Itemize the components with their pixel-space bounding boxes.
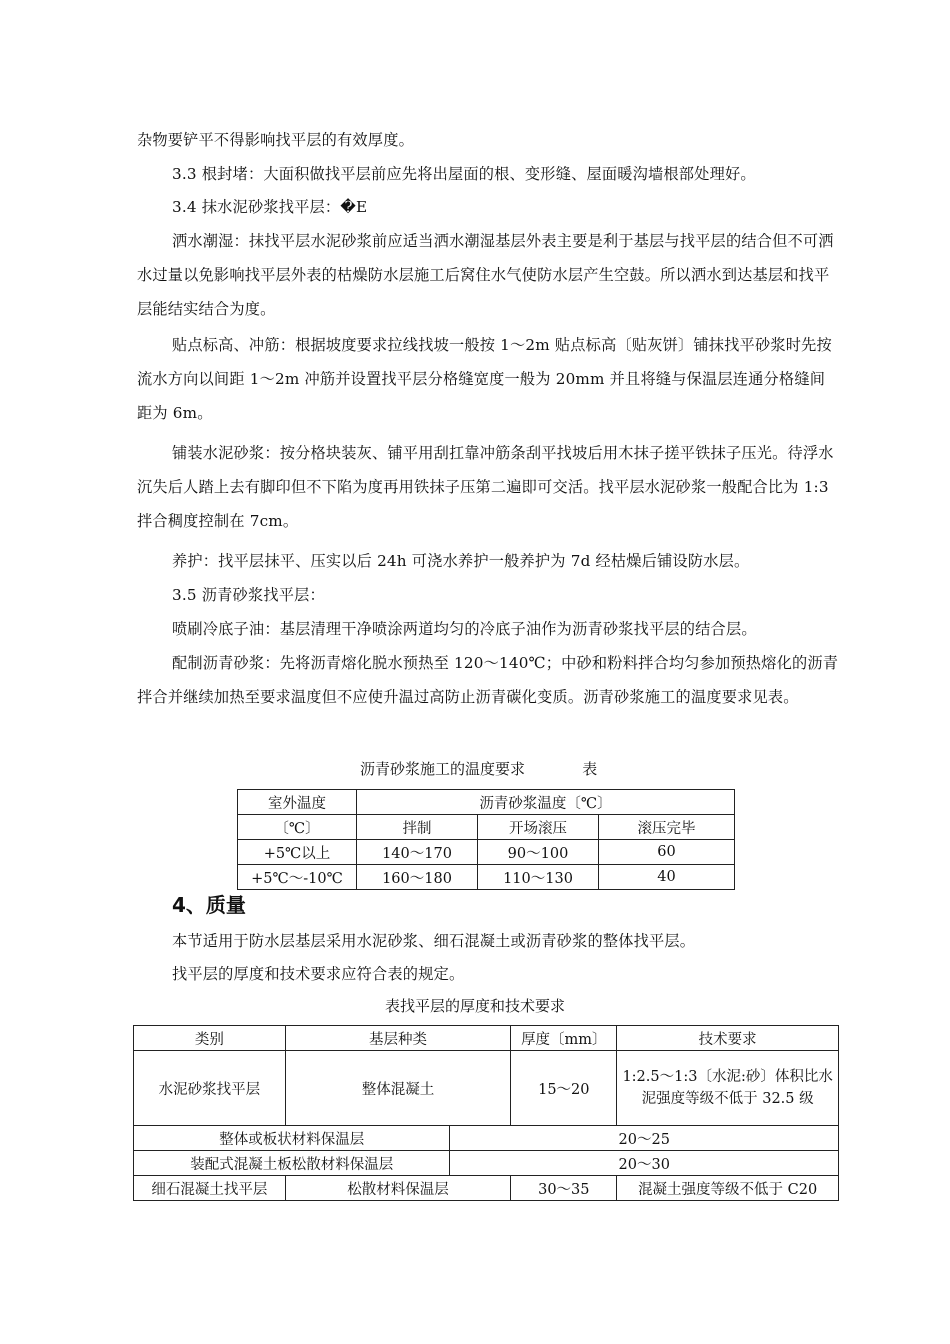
table1-caption: 沥青砂浆施工的温度要求 表 xyxy=(360,760,598,778)
table-cell: 110～130 xyxy=(478,865,599,890)
paragraph-3-4: 3.4 抹水泥砂浆找平层：�E xyxy=(172,198,368,216)
paragraph-asphalt-prep: 配制沥青砂浆：先将沥青熔化脱水预热至 120～140℃；中砂和粉料拌合均匀参加预热熔化的沥青拌合并继续加热至要求温度但不应使升温过高防止沥青碳化变质。沥青砂浆施工的温度要求见表。 xyxy=(137,654,839,706)
header-outdoor-unit: 〔℃〕 xyxy=(238,815,357,840)
paragraph-sprinkle: 洒水潮湿：抹找平层水泥砂浆前应适当洒水潮湿基层外表主要是利于基层与找平层的结合但不可洒水过量以免影响找平层外表的枯燥防水层施工后窝住水气使防水层产生空鼓。所以洒水到达基层和找平层能结实结合为度。 xyxy=(137,232,834,318)
section-heading-quality: 4、质量 xyxy=(172,893,246,917)
asphalt-temperature-table xyxy=(237,789,735,890)
table-cell: 15～20 xyxy=(511,1051,617,1126)
paragraph-scope: 本节适用于防水层基层采用水泥砂浆、细石混凝土或沥青砂浆的整体找平层。 xyxy=(172,932,696,950)
table-row xyxy=(134,1176,839,1201)
table-row xyxy=(134,1151,839,1176)
subheader-end-rolling: 滚压完毕 xyxy=(599,815,735,840)
subheader-start-rolling: 开场滚压 xyxy=(478,815,599,840)
paragraph-3-3: 3.3 根封堵：大面积做找平层前应先将出屋面的根、变形缝、屋面暖沟墙根部处理好。 xyxy=(172,165,756,183)
table-cell: 整体或板状材料保温层 xyxy=(134,1126,450,1151)
header-category: 类别 xyxy=(134,1026,286,1051)
paragraph-elevation: 贴点标高、冲筋：根据坡度要求拉线找坡一般按 1～2m 贴点标高〔贴灰饼〕铺抹找平砂浆时先按流水方向以间距 1～2m 冲筋并设置找平层分格缝宽度一般为 20mm 并且将缝与保温层连通分格缝间距为 6m。 xyxy=(137,336,832,422)
table-cell: 20～30 xyxy=(450,1151,839,1176)
table-cell: 松散材料保温层 xyxy=(285,1176,511,1201)
header-thickness: 厚度〔mm〕 xyxy=(511,1026,617,1051)
table-cell: +5℃以上 xyxy=(238,840,357,865)
table-row xyxy=(238,865,735,890)
table-row xyxy=(134,1051,839,1126)
paragraph-curing: 养护：找平层抹平、压实以后 24h 可浇水养护一般养护为 7d 经枯燥后铺设防水层。 xyxy=(172,552,750,570)
table-cell: 40 xyxy=(599,865,735,890)
table-cell: 细石混凝土找平层 xyxy=(134,1176,286,1201)
table-cell: 1:2.5～1:3〔水泥:砂〕体积比水泥强度等级不低于 32.5 级 xyxy=(617,1051,839,1126)
table-cell: 30～35 xyxy=(511,1176,617,1201)
table-cell: 水泥砂浆找平层 xyxy=(134,1051,286,1126)
table-row xyxy=(238,840,735,865)
paragraph-primer: 喷刷冷底子油：基层清理干净喷涂两道均匀的冷底子油作为沥青砂浆找平层的结合层。 xyxy=(172,620,757,638)
paragraph-requirement: 找平层的厚度和技术要求应符合表的规定。 xyxy=(172,965,465,983)
header-outdoor-temp: 室外温度 xyxy=(238,790,357,815)
subheader-mixing: 拌制 xyxy=(357,815,478,840)
header-asphalt-temp: 沥青砂浆温度〔℃〕 xyxy=(357,790,735,815)
table-cell: 整体混凝土 xyxy=(285,1051,511,1126)
table-cell: +5℃～-10℃ xyxy=(238,865,357,890)
header-base-type: 基层种类 xyxy=(285,1026,511,1051)
paragraph-3-5: 3.5 沥青砂浆找平层： xyxy=(172,586,325,604)
table-cell: 90～100 xyxy=(478,840,599,865)
table-cell: 混凝土强度等级不低于 C20 xyxy=(617,1176,839,1201)
table-cell: 装配式混凝土板松散材料保温层 xyxy=(134,1151,450,1176)
table-cell: 140～170 xyxy=(357,840,478,865)
header-tech-requirement: 技术要求 xyxy=(617,1026,839,1051)
leveling-layer-table xyxy=(133,1025,839,1201)
table-cell: 20～25 xyxy=(450,1126,839,1151)
table2-caption: 表找平层的厚度和技术要求 xyxy=(385,997,566,1015)
table-row xyxy=(134,1126,839,1151)
paragraph-laying-mortar: 铺装水泥砂浆：按分格块装灰、铺平用刮扛靠冲筋条刮平找坡后用木抹子搓平铁抹子压光。待浮水沉失后人踏上去有脚印但不下陷为度再用铁抹子压第二遍即可交活。找平层水泥砂浆一般配合比为 1:3 拌合稠度控制在 7cm。 xyxy=(137,444,834,530)
table-cell: 160～180 xyxy=(357,865,478,890)
paragraph-continuation: 杂物要铲平不得影响找平层的有效厚度。 xyxy=(137,131,414,149)
table-cell: 60 xyxy=(599,840,735,865)
